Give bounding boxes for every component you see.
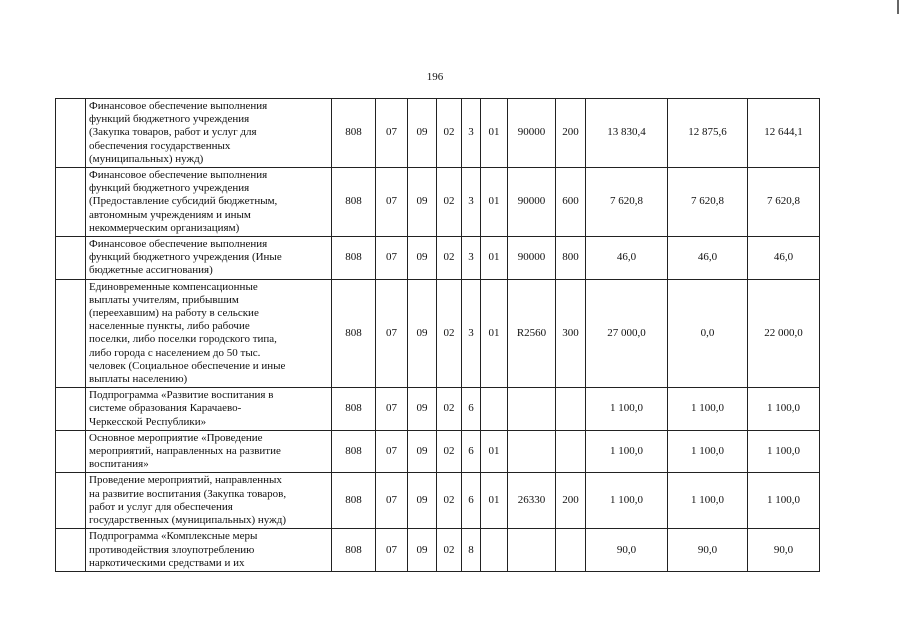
subsection-code-cell: 09 bbox=[408, 430, 437, 473]
subprogram-code-cell: 6 bbox=[462, 473, 481, 529]
amount-year-3-cell: 1 100,0 bbox=[748, 473, 820, 529]
description-line: населенные пункты, либо рабочие bbox=[89, 320, 250, 333]
subprogram-code-cell: 3 bbox=[462, 279, 481, 388]
description-line: Финансовое обеспечение выполнения bbox=[89, 100, 268, 112]
subsection-code-cell: 09 bbox=[408, 99, 437, 168]
description-line: воспитания» bbox=[89, 458, 149, 471]
table-row bbox=[56, 279, 820, 388]
description-line: Финансовое обеспечение выполнения bbox=[89, 238, 268, 251]
subprogram-code-cell: 3 bbox=[462, 168, 481, 237]
table-row bbox=[56, 388, 820, 431]
amount-year-2-cell: 90,0 bbox=[668, 529, 748, 572]
ministry-code-cell: 808 bbox=[332, 279, 376, 388]
direction-code-cell: 90000 bbox=[508, 99, 556, 168]
description-line: Черкесской Республики» bbox=[89, 415, 207, 428]
description-line: выплаты населению) bbox=[89, 373, 188, 386]
section-code-cell: 07 bbox=[376, 473, 408, 529]
amount-year-2-cell: 46,0 bbox=[668, 237, 748, 280]
description-line: работ и услуг для обеспечения bbox=[89, 500, 233, 513]
description-line: некоммерческим организациям) bbox=[89, 221, 240, 234]
direction-code-cell: 90000 bbox=[508, 237, 556, 280]
ministry-code-cell: 808 bbox=[332, 99, 376, 168]
description-line: государственных (муниципальных) нужд) bbox=[89, 514, 286, 527]
table-row bbox=[56, 529, 820, 572]
row-margin-cell bbox=[56, 473, 86, 529]
description-line: поселки, либо поселки городского типа, bbox=[89, 333, 277, 346]
expense-type-code-cell bbox=[556, 529, 586, 572]
subprogram-code-cell: 3 bbox=[462, 237, 481, 280]
description-line: автономным учреждениям и иным bbox=[89, 208, 251, 221]
amount-year-1-cell: 46,0 bbox=[586, 237, 668, 280]
description-line: обеспечения государственных bbox=[89, 139, 231, 152]
amount-year-3-cell: 1 100,0 bbox=[748, 388, 820, 431]
expense-type-code-cell: 600 bbox=[556, 168, 586, 237]
event-code-cell bbox=[481, 388, 508, 431]
description-line: Единовременные компенсационные bbox=[89, 280, 258, 293]
scan-edge-mark bbox=[897, 0, 899, 14]
subprogram-code-cell: 8 bbox=[462, 529, 481, 572]
amount-year-1-cell: 1 100,0 bbox=[586, 388, 668, 431]
section-code-cell: 07 bbox=[376, 430, 408, 473]
ministry-code-cell: 808 bbox=[332, 237, 376, 280]
budget-table bbox=[55, 98, 820, 572]
amount-year-1-cell: 13 830,4 bbox=[586, 99, 668, 168]
amount-year-1-cell: 1 100,0 bbox=[586, 473, 668, 529]
program-code-cell: 02 bbox=[437, 279, 462, 388]
direction-code-cell bbox=[508, 388, 556, 431]
subprogram-code-cell: 6 bbox=[462, 430, 481, 473]
amount-year-3-cell: 22 000,0 bbox=[748, 279, 820, 388]
description-cell bbox=[86, 473, 332, 529]
amount-year-3-cell: 7 620,8 bbox=[748, 168, 820, 237]
table-row bbox=[56, 99, 820, 168]
page-number: 196 bbox=[426, 71, 444, 83]
table-row bbox=[56, 430, 820, 473]
expense-type-code-cell: 800 bbox=[556, 237, 586, 280]
description-line: Подпрограмма «Комплексные меры bbox=[89, 530, 258, 543]
section-code-cell: 07 bbox=[376, 388, 408, 431]
description-line: бюджетные ассигнования) bbox=[89, 264, 213, 277]
amount-year-2-cell: 1 100,0 bbox=[668, 473, 748, 529]
subprogram-code-cell: 6 bbox=[462, 388, 481, 431]
section-code-cell: 07 bbox=[376, 279, 408, 388]
event-code-cell: 01 bbox=[481, 430, 508, 473]
amount-year-3-cell: 90,0 bbox=[748, 529, 820, 572]
event-code-cell bbox=[481, 529, 508, 572]
description-line: Финансовое обеспечение выполнения bbox=[89, 169, 268, 182]
description-line: (муниципальных) нужд) bbox=[89, 152, 204, 165]
subsection-code-cell: 09 bbox=[408, 388, 437, 431]
program-code-cell: 02 bbox=[437, 168, 462, 237]
event-code-cell: 01 bbox=[481, 168, 508, 237]
row-margin-cell bbox=[56, 430, 86, 473]
description-line: противодействия злоупотреблению bbox=[89, 543, 255, 556]
subsection-code-cell: 09 bbox=[408, 168, 437, 237]
direction-code-cell: R2560 bbox=[508, 279, 556, 388]
table-row bbox=[56, 168, 820, 237]
table-body bbox=[56, 99, 820, 572]
amount-year-2-cell: 1 100,0 bbox=[668, 388, 748, 431]
subprogram-code-cell: 3 bbox=[462, 99, 481, 168]
section-code-cell: 07 bbox=[376, 529, 408, 572]
description-cell bbox=[86, 237, 332, 280]
description-line: выплаты учителям, прибывшим bbox=[89, 293, 239, 306]
description-line: функций бюджетного учреждения (Иные bbox=[89, 251, 282, 264]
row-margin-cell bbox=[56, 388, 86, 431]
description-cell bbox=[86, 430, 332, 473]
subsection-code-cell: 09 bbox=[408, 237, 437, 280]
subsection-code-cell: 09 bbox=[408, 473, 437, 529]
program-code-cell: 02 bbox=[437, 473, 462, 529]
section-code-cell: 07 bbox=[376, 237, 408, 280]
section-code-cell: 07 bbox=[376, 99, 408, 168]
amount-year-2-cell: 1 100,0 bbox=[668, 430, 748, 473]
description-line: (Предоставление субсидий бюджетным, bbox=[89, 195, 278, 208]
description-line: на развитие воспитания (Закупка товаров, bbox=[89, 487, 287, 500]
amount-year-3-cell: 1 100,0 bbox=[748, 430, 820, 473]
description-line: наркотическими средствами и их bbox=[89, 556, 245, 569]
expense-type-code-cell: 200 bbox=[556, 473, 586, 529]
amount-year-1-cell: 7 620,8 bbox=[586, 168, 668, 237]
program-code-cell: 02 bbox=[437, 237, 462, 280]
ministry-code-cell: 808 bbox=[332, 529, 376, 572]
description-cell bbox=[86, 388, 332, 431]
amount-year-1-cell: 1 100,0 bbox=[586, 430, 668, 473]
amount-year-2-cell: 0,0 bbox=[668, 279, 748, 388]
expense-type-code-cell bbox=[556, 430, 586, 473]
amount-year-2-cell: 12 875,6 bbox=[668, 99, 748, 168]
expense-type-code-cell bbox=[556, 388, 586, 431]
amount-year-2-cell: 7 620,8 bbox=[668, 168, 748, 237]
program-code-cell: 02 bbox=[437, 529, 462, 572]
table-row bbox=[56, 237, 820, 280]
table-row bbox=[56, 473, 820, 529]
description-cell bbox=[86, 279, 332, 388]
event-code-cell: 01 bbox=[481, 279, 508, 388]
description-line: Проведение мероприятий, направленных bbox=[89, 474, 282, 487]
description-line: Основное мероприятие «Проведение bbox=[89, 431, 263, 444]
direction-code-cell: 90000 bbox=[508, 168, 556, 237]
description-cell bbox=[86, 529, 332, 572]
ministry-code-cell: 808 bbox=[332, 168, 376, 237]
description-cell bbox=[86, 99, 332, 168]
description-cell bbox=[86, 168, 332, 237]
description-line: (переехавшим) на работу в сельские bbox=[89, 307, 259, 320]
amount-year-1-cell: 27 000,0 bbox=[586, 279, 668, 388]
subsection-code-cell: 09 bbox=[408, 529, 437, 572]
event-code-cell: 01 bbox=[481, 99, 508, 168]
description-line: человек (Социальное обеспечение и иные bbox=[89, 359, 286, 372]
program-code-cell: 02 bbox=[437, 388, 462, 431]
row-margin-cell bbox=[56, 529, 86, 572]
program-code-cell: 02 bbox=[437, 430, 462, 473]
direction-code-cell bbox=[508, 529, 556, 572]
subsection-code-cell: 09 bbox=[408, 279, 437, 388]
description-line: функций бюджетного учреждения bbox=[89, 113, 250, 126]
ministry-code-cell: 808 bbox=[332, 473, 376, 529]
event-code-cell: 01 bbox=[481, 237, 508, 280]
ministry-code-cell: 808 bbox=[332, 388, 376, 431]
row-margin-cell bbox=[56, 279, 86, 388]
amount-year-3-cell: 46,0 bbox=[748, 237, 820, 280]
row-margin-cell bbox=[56, 99, 86, 168]
description-line: системе образования Карачаево- bbox=[89, 402, 242, 415]
expense-type-code-cell: 300 bbox=[556, 279, 586, 388]
description-line: мероприятий, направленных на развитие bbox=[89, 445, 281, 458]
row-margin-cell bbox=[56, 237, 86, 280]
ministry-code-cell: 808 bbox=[332, 430, 376, 473]
direction-code-cell bbox=[508, 430, 556, 473]
description-line: (Закупка товаров, работ и услуг для bbox=[89, 126, 257, 139]
direction-code-cell: 26330 bbox=[508, 473, 556, 529]
description-line: функций бюджетного учреждения bbox=[89, 182, 250, 195]
row-margin-cell bbox=[56, 168, 86, 237]
description-line: Подпрограмма «Развитие воспитания в bbox=[89, 389, 274, 402]
expense-type-code-cell: 200 bbox=[556, 99, 586, 168]
program-code-cell: 02 bbox=[437, 99, 462, 168]
amount-year-3-cell: 12 644,1 bbox=[748, 99, 820, 168]
section-code-cell: 07 bbox=[376, 168, 408, 237]
event-code-cell: 01 bbox=[481, 473, 508, 529]
amount-year-1-cell: 90,0 bbox=[586, 529, 668, 572]
description-line: либо города с населением до 50 тыс. bbox=[89, 346, 261, 359]
